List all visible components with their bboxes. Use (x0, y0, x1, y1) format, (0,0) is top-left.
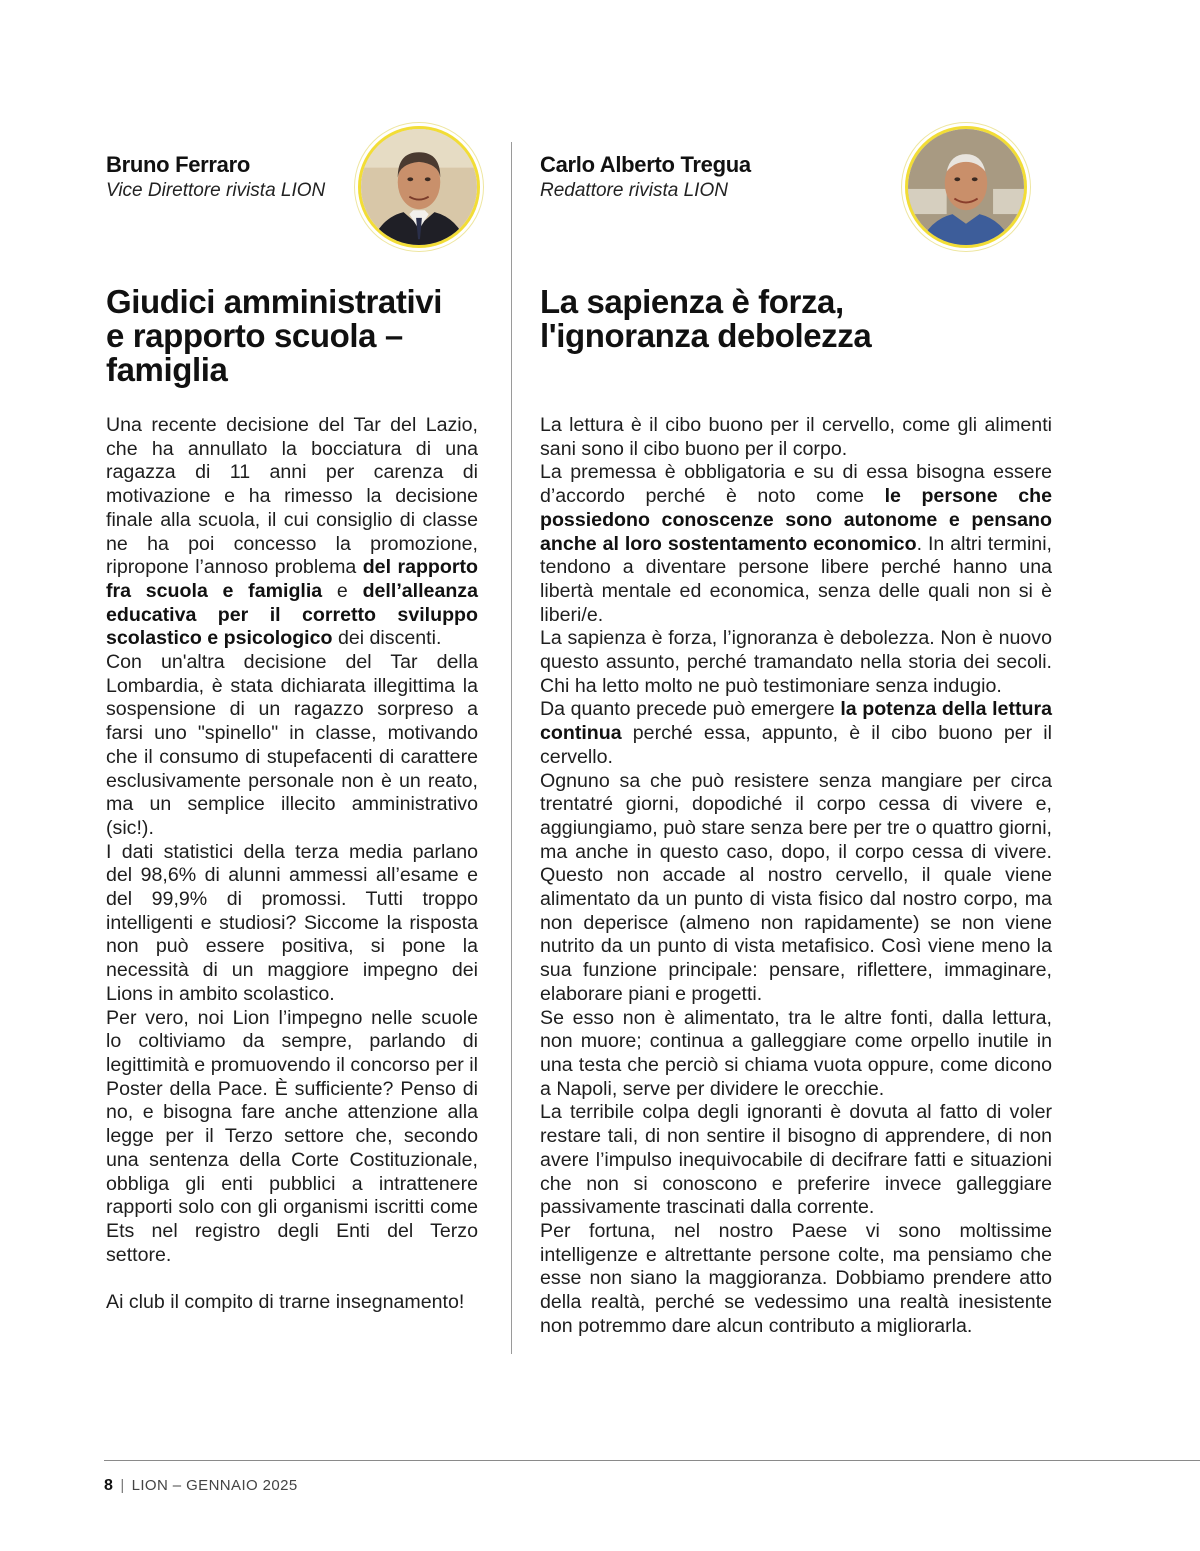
text-run: Per fortuna, nel nostro Paese vi sono moltissime intelligenze e altrettante persone colte, ma pensiamo che esse non siano la maggioranza. Dobbiamo prendere atto della realtà, perché se vedessimo una realtà inesistente non potremmo dare alcun contributo a migliorarla. (540, 1219, 1052, 1337)
title-line: famiglia (106, 351, 228, 388)
body-paragraph (106, 1291, 478, 1315)
text-run: Da quanto precede può emergere (540, 698, 841, 721)
bold-text-run: dell’alleanza educativa per il corretto sviluppo scolastico e psicologico (106, 579, 479, 650)
title-line: l'ignoranza debolezza (540, 317, 872, 354)
author-name: Carlo Alberto Tregua (540, 152, 751, 177)
column-divider (511, 142, 512, 1354)
text-run: Con un'altra decisione del Tar della Lombardia, è stata dichiarata illegittima la sospensione di un ragazzo sorpreso a farsi uno "spinello" in classe, motivando che il consumo di stupefacenti di carattere esclusivamente personale non è un reato, ma un semplice illecito amministrativo (sic!). (106, 651, 478, 839)
article-body (106, 414, 478, 1315)
author-portrait-photo (905, 126, 1027, 248)
title-line: Giudici amministrativi (106, 283, 442, 320)
article-title (540, 285, 871, 353)
author-role: Redattore rivista LION (540, 180, 728, 201)
text-run: Per vero, noi Lion l’impegno nelle scuole lo coltiviamo da sempre, parlando di legittimità e promuovendo il concorso per il Poster della Pace. È sufficiente? Penso di no, e bisogna fare anche attenzione alla legge per il Terzo settore che, secondo una sentenza della Corte Costituzionale, obbliga gli enti pubblici a intrattenere rapporti solo con gli organismi iscritti come Ets nel registro degli Enti del Terzo settore. (106, 1006, 478, 1266)
text-run: La premessa è obbligatoria e su di essa bisogna essere d’accordo perché è noto come (540, 461, 1052, 508)
text-run: perché essa, appunto, è il cibo buono per il cervello. (540, 722, 1052, 768)
page-footer (104, 1477, 298, 1495)
footer-separator: | (120, 1477, 125, 1494)
text-run: e (322, 579, 363, 602)
footer-rule (104, 1460, 1200, 1461)
body-paragraph (540, 698, 1052, 769)
text-run: . In altri termini, tendono a diventare persone libere perché hanno una libertà mentale ed economica, senza delle quali non si è liberi/e. (540, 532, 1052, 626)
text-run: dei discenti. (332, 627, 442, 650)
body-paragraph (540, 414, 1052, 461)
body-paragraph (540, 1101, 1052, 1220)
publication-issue: LION – GENNAIO 2025 (131, 1477, 298, 1494)
text-run: I dati statistici della terza media parlano del 98,6% di alunni ammessi all’esame e del 99,9% di promossi. Tutti troppo intelligenti e studiosi? Siccome la risposta non può essere positiva, si pone la necessità di un maggiore impegno dei Lions in ambito scolastico. (106, 840, 478, 1005)
text-run: La lettura è il cibo buono per il cervello, come gli alimenti sani sono il cibo buono per il corpo. (540, 414, 1052, 460)
text-run: Se esso non è alimentato, tra le altre fonti, dalla lettura, non muore; continua a galleggiare come orpello inutile in una testa che perciò si chiama vuota oppure, come dicono a Napoli, serve per dividere le orecchie. (540, 1006, 1052, 1100)
title-line: e rapporto scuola – (106, 317, 403, 354)
text-run: La sapienza è forza, l’ignoranza è debolezza. Non è nuovo questo assunto, perché tramandato nella storia dei secoli. Chi ha letto molto ne può testimoniare senza indugio. (540, 627, 1052, 697)
author-role: Vice Direttore rivista LION (106, 180, 326, 201)
body-paragraph (106, 651, 478, 841)
article-body (540, 414, 1052, 1338)
body-paragraph (540, 1007, 1052, 1102)
bold-text-run: del rapporto fra scuola e famiglia (106, 556, 478, 602)
body-paragraph (106, 1007, 478, 1268)
body-paragraph (540, 770, 1052, 1007)
text-run: Ai club il compito di trarne insegnamento! (106, 1291, 465, 1313)
body-paragraph (540, 627, 1052, 698)
body-paragraph (106, 841, 478, 1007)
text-run: La terribile colpa degli ignoranti è dovuta al fatto di voler restare tali, di non sentire il bisogno di apprendere, di non avere l’impulso inequivocabile di decifrare fatti e situazioni che non si conoscono e preferire invece galleggiare passivamente trascinati dalla corrente. (540, 1101, 1052, 1219)
article-title (106, 285, 442, 387)
body-paragraph (106, 414, 478, 651)
portrait-man-in-suit-icon (361, 129, 477, 245)
body-paragraph (540, 1220, 1052, 1339)
bold-text-run: la potenza della lettura continua (540, 698, 1052, 745)
title-line: La sapienza è forza, (540, 283, 844, 320)
body-paragraph (540, 461, 1052, 627)
text-run: Una recente decisione del Tar del Lazio, che ha annullato la bocciatura di una ragazza di 11 anni per carenza di motivazione e ha rimesso la decisione finale alla scuola, il cui consiglio di classe ne ha poi concesso la promozione, ripropone l’annoso problema (106, 414, 478, 579)
author-portrait-photo (358, 126, 480, 248)
portrait-elderly-man-icon (908, 129, 1024, 245)
bold-text-run: le persone che possiedono conoscenze sono autonome e pensano anche al loro sostentamento economico (540, 485, 1052, 555)
page-number: 8 (104, 1477, 114, 1494)
text-run: Ognuno sa che può resistere senza mangiare per circa trentatré giorni, dopodiché il corpo cessa di vivere e, aggiungiamo, può stare senza bere per tre o quattro giorni, ma anche in questo caso, dopo, il corpo cessa di vivere. Questo non accade al nostro cervello, il quale viene alimentato da un punto di vista fisico dal nostro corpo, ma non deperisce (almeno non rapidamente) se non viene nutrito da un punto di vista metafisico. Così viene meno la sua funzione principale: pensare, riflettere, immaginare, elaborare piani e progetti. (540, 769, 1052, 1005)
author-name: Bruno Ferraro (106, 152, 251, 177)
